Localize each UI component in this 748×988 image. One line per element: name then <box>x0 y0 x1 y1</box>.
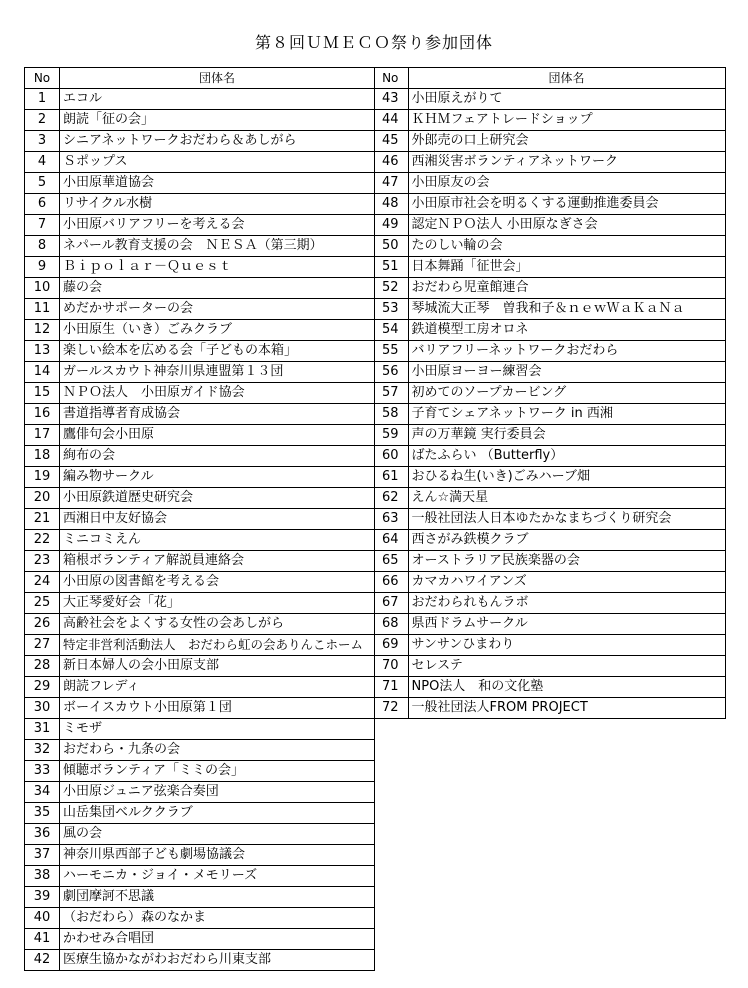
table-row <box>373 131 725 152</box>
group-name: 小田原華道協会 <box>60 173 375 194</box>
row-number: 44 <box>373 110 408 131</box>
row-number: 63 <box>373 509 408 530</box>
row-number: 67 <box>373 593 408 614</box>
group-name: 声の万華鏡 実行委員会 <box>408 425 725 446</box>
header-name: 団体名 <box>60 68 375 89</box>
group-name: Ｓポップス <box>60 152 375 173</box>
row-number: 3 <box>25 131 60 152</box>
header-no: No <box>25 68 60 89</box>
table-row <box>373 299 725 320</box>
row-number: 29 <box>25 677 60 698</box>
row-number: 71 <box>373 677 408 698</box>
group-name: 楽しい絵本を広める会「子どもの本箱」 <box>60 341 375 362</box>
group-name: 小田原ジュニア弦楽合奏団 <box>60 782 375 803</box>
group-name: リサイクル水樹 <box>60 194 375 215</box>
table-row <box>25 467 375 488</box>
table-row <box>373 656 725 677</box>
group-name: 一般社団法人日本ゆたかなまちづくり研究会 <box>408 509 725 530</box>
row-number: 34 <box>25 782 60 803</box>
group-name: おひるね生(いき)ごみハーブ畑 <box>408 467 725 488</box>
table-row <box>25 488 375 509</box>
table-row <box>373 320 725 341</box>
table-row <box>373 173 725 194</box>
table-row <box>25 320 375 341</box>
group-name: 認定ＮＰＯ法人 小田原なぎさ会 <box>408 215 725 236</box>
group-name: 小田原生（いき）ごみクラブ <box>60 320 375 341</box>
table-row <box>25 719 375 740</box>
row-number: 46 <box>373 152 408 173</box>
table-row <box>25 362 375 383</box>
table-row <box>25 572 375 593</box>
row-number: 8 <box>25 236 60 257</box>
table-row <box>25 908 375 929</box>
group-name: 箱根ボランティア解説員連絡会 <box>60 551 375 572</box>
group-name: おだわら・九条の会 <box>60 740 375 761</box>
table-row <box>25 404 375 425</box>
table-row <box>373 152 725 173</box>
group-name: おだわられもんラボ <box>408 593 725 614</box>
group-name: 小田原鉄道歴史研究会 <box>60 488 375 509</box>
row-number: 62 <box>373 488 408 509</box>
row-number: 51 <box>373 257 408 278</box>
table-row <box>25 803 375 824</box>
row-number: 20 <box>25 488 60 509</box>
table-row <box>25 593 375 614</box>
group-name: ＮＰＯ法人 小田原ガイド協会 <box>60 383 375 404</box>
row-number: 49 <box>373 215 408 236</box>
row-number: 14 <box>25 362 60 383</box>
group-name: （おだわら）森のなかま <box>60 908 375 929</box>
table-row <box>25 824 375 845</box>
table-row <box>373 215 725 236</box>
header-no: No <box>373 68 408 89</box>
row-number: 16 <box>25 404 60 425</box>
group-name: 編み物サークル <box>60 467 375 488</box>
table-row <box>373 467 725 488</box>
row-number: 17 <box>25 425 60 446</box>
group-name: 朗読「征の会」 <box>60 110 375 131</box>
row-number: 1 <box>25 89 60 110</box>
group-name: 絢布の会 <box>60 446 375 467</box>
row-number: 53 <box>373 299 408 320</box>
row-number: 57 <box>373 383 408 404</box>
table-row <box>373 257 725 278</box>
group-name: 子育てシェアネットワーク in 西湘 <box>408 404 725 425</box>
table-row <box>373 404 725 425</box>
group-name: かわせみ合唱団 <box>60 929 375 950</box>
group-name: 小田原えがりて <box>408 89 725 110</box>
table-row <box>373 362 725 383</box>
group-name: 藤の会 <box>60 278 375 299</box>
row-number: 25 <box>25 593 60 614</box>
table-row <box>25 635 375 656</box>
row-number: 15 <box>25 383 60 404</box>
table-row <box>373 425 725 446</box>
group-name: ミニコミえん <box>60 530 375 551</box>
table-row <box>373 614 725 635</box>
group-name: ハーモニカ・ジョイ・メモリーズ <box>60 866 375 887</box>
row-number: 60 <box>373 446 408 467</box>
table-body-left <box>25 89 375 971</box>
row-number: 6 <box>25 194 60 215</box>
group-name: 大正琴愛好会「花」 <box>60 593 375 614</box>
row-number: 19 <box>25 467 60 488</box>
group-name: 一般社団法人FROM PROJECT <box>408 698 725 719</box>
header-name: 団体名 <box>408 68 725 89</box>
row-number: 24 <box>25 572 60 593</box>
group-name: 小田原市社会を明るくする運動推進委員会 <box>408 194 725 215</box>
table-row <box>25 194 375 215</box>
table-header-row <box>25 68 375 89</box>
table-row <box>25 614 375 635</box>
table-row <box>25 446 375 467</box>
group-name: 山岳集団ベルククラブ <box>60 803 375 824</box>
row-number: 7 <box>25 215 60 236</box>
group-name: 初めてのソープカービング <box>408 383 725 404</box>
table-body-right <box>373 89 725 719</box>
group-name: 高齢社会をよくする女性の会あしがら <box>60 614 375 635</box>
table-row <box>25 782 375 803</box>
table-row <box>25 509 375 530</box>
row-number: 48 <box>373 194 408 215</box>
table-row <box>373 572 725 593</box>
table-row <box>25 929 375 950</box>
group-name: バリアフリーネットワークおだわら <box>408 341 725 362</box>
group-name: 小田原ヨーヨー練習会 <box>408 362 725 383</box>
row-number: 31 <box>25 719 60 740</box>
table-row <box>25 677 375 698</box>
table-row <box>25 950 375 971</box>
table-row <box>25 383 375 404</box>
row-number: 64 <box>373 530 408 551</box>
table-row <box>373 278 725 299</box>
group-name: 医療生協かながわおだわら川東支部 <box>60 950 375 971</box>
row-number: 40 <box>25 908 60 929</box>
row-number: 43 <box>373 89 408 110</box>
table-row <box>25 341 375 362</box>
row-number: 10 <box>25 278 60 299</box>
table-row <box>373 509 725 530</box>
group-name: 神奈川県西部子ども劇場協議会 <box>60 845 375 866</box>
group-name: サンサンひまわり <box>408 635 725 656</box>
group-name: 小田原友の会 <box>408 173 725 194</box>
table-row <box>373 698 725 719</box>
table-row <box>25 866 375 887</box>
row-number: 66 <box>373 572 408 593</box>
group-name: ＫＨＭフェアトレードショップ <box>408 110 725 131</box>
group-name: 県西ドラムサークル <box>408 614 725 635</box>
row-number: 54 <box>373 320 408 341</box>
group-name: 西湘災害ボランティアネットワーク <box>408 152 725 173</box>
row-number: 28 <box>25 656 60 677</box>
row-number: 52 <box>373 278 408 299</box>
table-row <box>373 551 725 572</box>
table-row <box>373 341 725 362</box>
table-row <box>25 152 375 173</box>
group-name: 劇団摩訶不思議 <box>60 887 375 908</box>
table-row <box>25 425 375 446</box>
group-name: ネパール教育支援の会 ＮＥＳＡ（第三期） <box>60 236 375 257</box>
table-row <box>373 593 725 614</box>
table-row <box>25 845 375 866</box>
participant-table-left <box>24 67 375 971</box>
table-row <box>373 110 725 131</box>
participant-table-right <box>373 67 726 719</box>
table-row <box>25 278 375 299</box>
group-name: 琴城流大正琴 曽我和子＆ｎｅｗＷａＫａＮａ <box>408 299 725 320</box>
row-number: 50 <box>373 236 408 257</box>
group-name: 西湘日中友好協会 <box>60 509 375 530</box>
row-number: 36 <box>25 824 60 845</box>
row-number: 38 <box>25 866 60 887</box>
row-number: 4 <box>25 152 60 173</box>
row-number: 32 <box>25 740 60 761</box>
row-number: 72 <box>373 698 408 719</box>
table-row <box>373 383 725 404</box>
row-number: 61 <box>373 467 408 488</box>
row-number: 70 <box>373 656 408 677</box>
group-name: ガールスカウト神奈川県連盟第１３団 <box>60 362 375 383</box>
group-name: 朗読フレディ <box>60 677 375 698</box>
group-name: セレステ <box>408 656 725 677</box>
table-row <box>373 89 725 110</box>
group-name: シニアネットワークおだわら＆あしがら <box>60 131 375 152</box>
row-number: 45 <box>373 131 408 152</box>
row-number: 2 <box>25 110 60 131</box>
group-name: ミモザ <box>60 719 375 740</box>
group-name: 外郎売の口上研究会 <box>408 131 725 152</box>
table-row <box>25 299 375 320</box>
row-number: 26 <box>25 614 60 635</box>
table-row <box>373 635 725 656</box>
table-row <box>25 698 375 719</box>
row-number: 39 <box>25 887 60 908</box>
row-number: 9 <box>25 257 60 278</box>
group-name: 書道指導者育成協会 <box>60 404 375 425</box>
group-name: Ｂｉｐｏｌａｒ－Ｑｕｅｓｔ <box>60 257 375 278</box>
table-row <box>25 110 375 131</box>
row-number: 22 <box>25 530 60 551</box>
row-number: 69 <box>373 635 408 656</box>
table-row <box>25 215 375 236</box>
group-name: 鉄道模型工房オロネ <box>408 320 725 341</box>
row-number: 58 <box>373 404 408 425</box>
table-header-row <box>373 68 725 89</box>
row-number: 42 <box>25 950 60 971</box>
group-name: カマカハワイアンズ <box>408 572 725 593</box>
group-name: えん☆満天星 <box>408 488 725 509</box>
group-name: たのしい輪の会 <box>408 236 725 257</box>
table-row <box>25 257 375 278</box>
table-row <box>25 656 375 677</box>
table-row <box>373 236 725 257</box>
row-number: 30 <box>25 698 60 719</box>
group-name: ボーイスカウト小田原第１団 <box>60 698 375 719</box>
row-number: 37 <box>25 845 60 866</box>
table-row <box>373 446 725 467</box>
group-name: 小田原の図書館を考える会 <box>60 572 375 593</box>
row-number: 68 <box>373 614 408 635</box>
group-name: オーストラリア民族楽器の会 <box>408 551 725 572</box>
group-name: 特定非営利活動法人 おだわら虹の会ありんこホーム <box>60 635 375 656</box>
table-row <box>25 761 375 782</box>
row-number: 21 <box>25 509 60 530</box>
row-number: 41 <box>25 929 60 950</box>
group-name: 鷹俳句会小田原 <box>60 425 375 446</box>
row-number: 59 <box>373 425 408 446</box>
table-row <box>25 530 375 551</box>
group-name: おだわら児童館連合 <box>408 278 725 299</box>
table-row <box>373 488 725 509</box>
table-row <box>25 131 375 152</box>
page-title: 第８回ＵＭＥＣＯ祭り参加団体 <box>254 33 493 52</box>
table-row <box>25 236 375 257</box>
table-row <box>373 530 725 551</box>
row-number: 18 <box>25 446 60 467</box>
group-name: 風の会 <box>60 824 375 845</box>
table-row <box>25 89 375 110</box>
row-number: 65 <box>373 551 408 572</box>
table-row <box>25 887 375 908</box>
row-number: 56 <box>373 362 408 383</box>
group-name: 西さがみ鉄模クラブ <box>408 530 725 551</box>
group-name: 小田原バリアフリーを考える会 <box>60 215 375 236</box>
table-row <box>25 740 375 761</box>
row-number: 23 <box>25 551 60 572</box>
group-name: めだかサポーターの会 <box>60 299 375 320</box>
group-name: 傾聴ボランティア「ミミの会」 <box>60 761 375 782</box>
group-name: NPO法人 和の文化塾 <box>408 677 725 698</box>
group-name: 新日本婦人の会小田原支部 <box>60 656 375 677</box>
group-name: エコル <box>60 89 375 110</box>
row-number: 13 <box>25 341 60 362</box>
group-name: 日本舞踊「征世会」 <box>408 257 725 278</box>
row-number: 5 <box>25 173 60 194</box>
row-number: 11 <box>25 299 60 320</box>
row-number: 33 <box>25 761 60 782</box>
group-name: ばたふらい （Butterfly） <box>408 446 725 467</box>
table-row <box>373 677 725 698</box>
row-number: 55 <box>373 341 408 362</box>
row-number: 35 <box>25 803 60 824</box>
table-row <box>25 173 375 194</box>
table-row <box>373 194 725 215</box>
row-number: 47 <box>373 173 408 194</box>
row-number: 12 <box>25 320 60 341</box>
row-number: 27 <box>25 635 60 656</box>
table-row <box>25 551 375 572</box>
